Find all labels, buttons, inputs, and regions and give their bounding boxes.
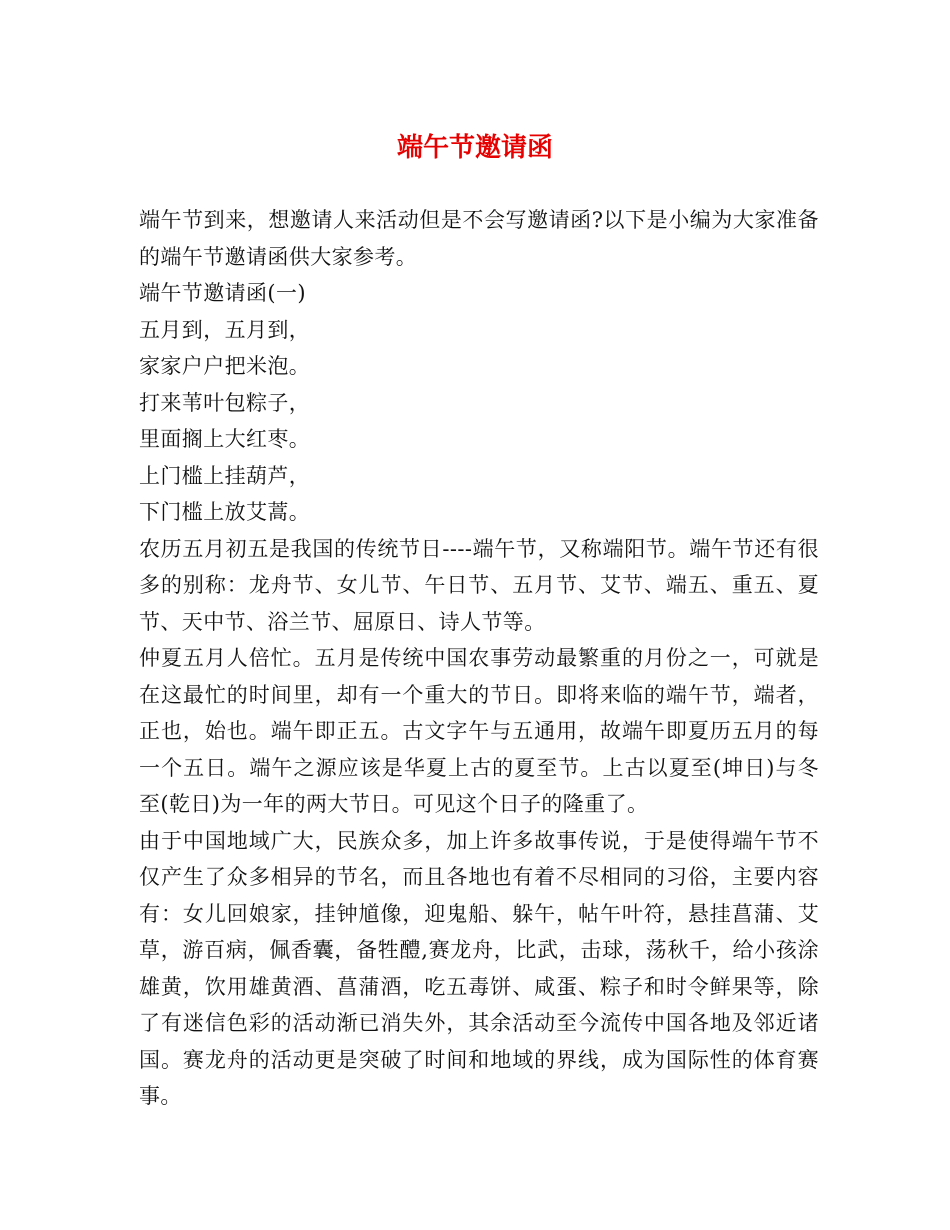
body-paragraph: 仲夏五月人倍忙。五月是传统中国农事劳动最繁重的月份之一，可就是在这最忙的时间里，却有一个重大的节日。即将来临的端午节，端者，正也，始也。端午即正五。古文字午与五通用，故端午即夏历五月的每一个五日。端午之源应该是华夏上古的夏至节。上古以夏至(坤日)与冬至(乾日)为一年的两大节日。可见这个日子的隆重了。 (139, 646, 819, 816)
document-title: 端午节邀请函 (396, 133, 553, 163)
section-heading: 端午节邀请函(一) (139, 281, 306, 305)
verse-line: 家家户户把米泡。 (139, 354, 311, 378)
intro-paragraph: 端午节到来，想邀请人来活动但是不会写邀请函?以下是小编为大家准备的端午节邀请函供大家参考。 (139, 208, 819, 269)
body-paragraph: 农历五月初五是我国的传统节日----端午节，又称端阳节。端午节还有很多的别称：龙舟节、女儿节、午日节、五月节、艾节、端五、重五、夏节、天中节、浴兰节、屈原日、诗人节等。 (139, 536, 819, 634)
verse-line: 上门槛上挂葫芦， (139, 463, 311, 488)
verse-line: 下门槛上放艾蒿。 (139, 500, 311, 524)
verse-line: 五月到，五月到， (139, 317, 311, 342)
document-body (139, 202, 819, 1115)
body-paragraph: 由于中国地域广大，民族众多，加上许多故事传说，于是使得端午节不仅产生了众多相异的节名，而且各地也有着不尽相同的习俗，主要内容有：女儿回娘家，挂钟馗像，迎鬼船、躲午，帖午叶符，悬挂菖蒲、艾草，游百病，佩香囊，备牲醴,赛龙舟，比武，击球，荡秋千，给小孩涂雄黄，饮用雄黄酒、菖蒲酒，吃五毒饼、咸蛋、粽子和时令鲜果等，除了有迷信色彩的活动渐已消失外，其余活动至今流传中国各地及邻近诸国。赛龙舟的活动更是突破了时间和地域的界线，成为国际性的体育赛事。 (139, 828, 819, 1108)
verse-line: 里面搁上大红枣。 (139, 427, 311, 451)
verse-line: 打来苇叶包粽子， (139, 390, 311, 415)
